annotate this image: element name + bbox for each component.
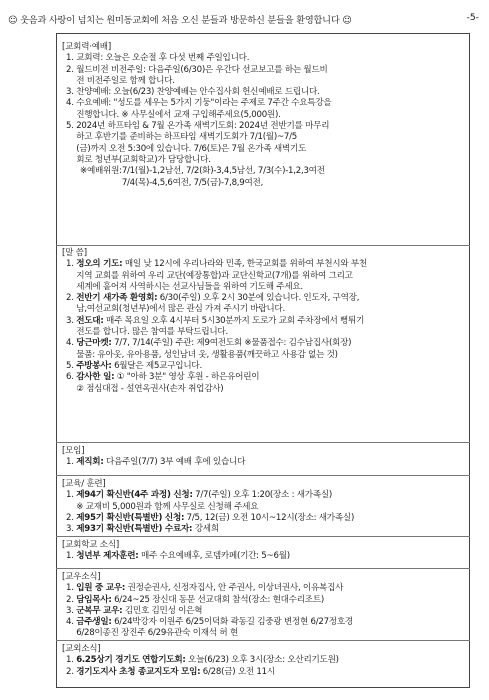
item-number: 3. xyxy=(66,605,77,616)
item-number: 1. xyxy=(66,551,77,562)
section-title: [모임] xyxy=(62,446,85,456)
item-label: 전반기 새가족 환영회: xyxy=(76,293,158,304)
item-body xyxy=(76,667,466,678)
worship-label: ※예배위원: xyxy=(80,166,122,177)
list-item xyxy=(62,617,466,640)
item-text: 7/7, 7/14(주일) 주관: 제9여전도회 ※물품접수: 김수남집사(회장) xyxy=(111,338,352,349)
item-text: 7/7(주일) 오후 1:20(장소 : 새가족실) xyxy=(192,490,333,501)
list-item xyxy=(62,655,466,666)
item-label: 주방봉사: xyxy=(76,360,112,371)
item-body xyxy=(76,372,466,395)
list-item xyxy=(62,372,466,395)
item-number: 5. xyxy=(66,360,77,371)
item-number: 4. xyxy=(66,617,77,628)
item-body xyxy=(76,98,466,121)
item-body xyxy=(76,338,466,361)
welcome-banner: ☺ 웃음과 사랑이 넘치는 원미동교회에 처음 오신 분들과 방문하신 분들을 환영합니다 ☺ xyxy=(8,15,352,26)
item-label: 감사한 일: xyxy=(76,372,115,383)
worship-line: 7/4(목)-4,5,6여전, 7/5(금)-7,8,9여전, xyxy=(121,177,264,188)
list-item xyxy=(62,316,466,339)
item-continuation: 하고 후반기를 준비하는 하프타임 새벽기도회가 7/1(월)~7/5 xyxy=(76,132,297,143)
item-text: 김민호 김민성 이은혁 xyxy=(122,605,203,616)
item-body xyxy=(76,293,466,316)
worship-committee xyxy=(62,166,466,189)
item-number: 2. xyxy=(66,512,77,523)
item-number: 2. xyxy=(66,666,77,677)
item-text: 6/24박강자 이원주 6/25이덕화 곽동길 김중광 변정현 6/27정호경 xyxy=(111,617,353,628)
item-label: 수요예배: xyxy=(76,98,112,109)
list-item xyxy=(62,667,466,678)
list-item xyxy=(62,65,466,88)
item-body xyxy=(76,655,466,666)
item-body xyxy=(76,617,466,640)
item-text: 오늘(6/23) 오후 3시(장소: 오산리기도원) xyxy=(185,655,339,666)
item-body xyxy=(76,53,466,64)
item-text: 6/30(주일) 오후 2시 30분에 있습니다. 인도자, 구역장, xyxy=(157,293,360,304)
divider xyxy=(56,536,470,537)
divider xyxy=(56,640,470,641)
item-body xyxy=(76,490,466,513)
item-number: 3. xyxy=(66,315,77,326)
list-item xyxy=(62,121,466,166)
item-label: 6.25상기 경기도 연합기도회: xyxy=(76,655,186,666)
item-body xyxy=(76,524,466,535)
list-item xyxy=(62,524,466,535)
item-label: 당근마켓: xyxy=(76,338,112,349)
item-label: 담임목사: xyxy=(76,594,112,605)
section-title: [말 씀] xyxy=(62,248,87,258)
item-body xyxy=(76,513,466,524)
item-body xyxy=(76,457,466,468)
item-number: 3. xyxy=(66,524,77,535)
divider xyxy=(56,245,470,246)
item-number: 1. xyxy=(66,490,77,501)
item-continuation: 남,여선교회(청년부)에서 많은 관심 가져 주시기 바랍니다. xyxy=(76,304,285,315)
item-text: 6/24~25 장신대 동문 선교대회 참석(장소: 현대수리조트) xyxy=(111,594,324,605)
item-body xyxy=(76,595,466,606)
item-text: ① "아하 3분" 영상 후원 - 하은유어린이 xyxy=(114,372,260,383)
item-body xyxy=(76,361,466,372)
section-title: [교회력·예배] xyxy=(62,42,111,52)
section-title: [교회학교 소식] xyxy=(62,540,119,550)
item-number: 1. xyxy=(66,53,77,64)
item-label: 제93기 확신반(특별반) 수료자: xyxy=(76,524,193,535)
list-item xyxy=(62,606,466,617)
item-label: 청년부 제자훈련: xyxy=(76,551,139,562)
item-continuation: 진행합니다. ※ 사무실에서 교재 구입해주세요(5,000원). xyxy=(76,109,281,120)
item-label: 제직회: xyxy=(76,457,104,468)
item-label: 금주생일: xyxy=(76,617,112,628)
item-label: 입원 중 교우: xyxy=(76,583,126,594)
item-body xyxy=(76,65,466,88)
item-number: 4. xyxy=(66,338,77,349)
section-education xyxy=(62,479,466,535)
item-continuation: 세계에 흩어져 사역하시는 선교사님들을 위하여 기도해 주세요. xyxy=(76,281,303,292)
list-item xyxy=(62,595,466,606)
item-continuation: 물품: 유아옷, 유아용품, 성인남녀 옷, 생활용품(깨끗하고 사용감 없는 것) xyxy=(76,349,338,360)
item-text: 6월달은 제5교구입니다. xyxy=(111,360,202,371)
item-number: 1. xyxy=(66,259,77,270)
item-label: 경기도지사 초청 종교지도자 모임: xyxy=(76,666,201,677)
item-body xyxy=(76,551,466,562)
section-member-news xyxy=(62,572,466,640)
item-text: 2024년 전반기를 마무리 xyxy=(236,121,330,132)
section-meeting xyxy=(62,446,466,469)
list-item xyxy=(62,361,466,372)
item-continuation: (금)까지 오전 5:30에 있습니다. 7/6(토)은 7월 온가족 새벽기도 xyxy=(76,143,307,154)
list-item xyxy=(62,551,466,562)
item-label: 제94기 확신반(4주 과정) 신청: xyxy=(76,490,193,501)
item-text: 다음주일(7/7) 3부 예배 후에 있습니다 xyxy=(103,457,246,468)
item-continuation: 전 비전주일로 함께 합니다. xyxy=(76,75,175,86)
list-item xyxy=(62,583,466,594)
item-number: 1. xyxy=(66,583,77,594)
item-body xyxy=(76,316,466,339)
divider xyxy=(56,475,470,476)
list-item xyxy=(62,457,466,468)
item-number: 2. xyxy=(66,64,77,75)
item-text: 매주 수요예배후, 로뎀카페(기간: 5~6월) xyxy=(138,551,290,562)
page-header xyxy=(8,12,479,26)
item-text: 다음주일(6/30)은 우간다 선교보고를 하는 월드비 xyxy=(145,64,328,75)
item-continuation: 지역 교회를 위하여 우리 교단(예장통합)과 교단신학교(7개)를 위하여 그리고 xyxy=(76,270,353,281)
item-continuation: ※ 교재비 5,000원과 함께 사무실로 신청해 주세요 xyxy=(76,501,259,512)
item-label: 군복무 교우: xyxy=(76,605,123,616)
item-text: 오늘은 오순절 후 다섯 번째 주일입니다. xyxy=(103,53,250,64)
item-number: 2. xyxy=(66,293,77,304)
item-text: "성도를 세우는 5가지 기둥"이라는 주제로 7주간 수요특강을 xyxy=(111,98,332,109)
item-label: 교회력: xyxy=(76,53,103,64)
item-number: 6. xyxy=(66,372,77,383)
item-body xyxy=(76,259,466,293)
item-number: 1. xyxy=(66,655,77,666)
item-body xyxy=(76,606,466,617)
section-school-news xyxy=(62,540,466,563)
section-church-calendar xyxy=(62,42,466,189)
list-item xyxy=(62,259,466,293)
list-item xyxy=(62,513,466,524)
list-item xyxy=(62,87,466,98)
item-continuation: 회로 청년부(교회학교)가 담당합니다. xyxy=(76,154,211,165)
divider xyxy=(56,442,470,443)
item-number: 3. xyxy=(66,87,77,98)
page-number: -5- xyxy=(466,12,479,23)
item-label: 정오의 기도: xyxy=(76,259,123,270)
item-label: 전도대: xyxy=(76,315,104,326)
divider xyxy=(56,568,470,569)
section-title: [교우소식] xyxy=(62,572,101,582)
section-external-news xyxy=(62,644,466,678)
item-number: 1. xyxy=(66,457,77,468)
item-body xyxy=(76,121,466,166)
list-item xyxy=(62,490,466,513)
section-prayer xyxy=(62,248,466,395)
list-item xyxy=(62,53,466,64)
section-title: [교육/ 훈련] xyxy=(62,479,106,489)
worship-line: 7/1(월)-1,2남선, 7/2(화)-3,4,5남선, 7/3(수)-1,2,3여전 xyxy=(121,166,325,177)
section-title: [교외소식] xyxy=(62,644,101,654)
item-text: 매일 낮 12시에 우리나라와 민족, 한국교회를 위하여 부천시와 부천 xyxy=(122,259,367,270)
item-number: 4. xyxy=(66,98,77,109)
item-text: 7/5, 12(금) 오전 10시~12시(장소: 새가족실) xyxy=(184,512,355,523)
list-item xyxy=(62,338,466,361)
item-continuation: 전도를 합니다. 많은 참여를 부탁드립니다. xyxy=(76,327,228,338)
item-text: 권정순권사, 신정자집사, 안 주권사, 이상녀권사, 이유복집사 xyxy=(125,583,344,594)
item-text: 강세희 xyxy=(192,524,219,535)
worship-schedule xyxy=(122,166,466,189)
item-body xyxy=(76,87,466,98)
list-item xyxy=(62,293,466,316)
list-item xyxy=(62,98,466,121)
item-label: 찬양예배: xyxy=(76,87,112,98)
item-number: 2. xyxy=(66,594,77,605)
item-text: 오늘(6/23) 찬양예배는 안수집사회 헌신예배로 드립니다. xyxy=(111,87,320,98)
item-body xyxy=(76,583,466,594)
item-continuation: ② 점심대접 - 설연옥권사(손자 취업감사) xyxy=(76,383,224,394)
item-continuation: 6/28이종진 장진주 6/29유관숙 이재석 허 현 xyxy=(76,628,238,639)
item-label: 월드비전 비전주일: xyxy=(76,64,146,75)
item-number: 5. xyxy=(66,121,77,132)
item-label: 제95기 확신반(특별반) 신청: xyxy=(76,512,185,523)
item-label: 2024년 하프타임 & 7월 온가족 새벽기도회: xyxy=(76,121,237,132)
item-text: 6/28(금) 오전 11시 xyxy=(200,666,275,677)
item-text: 매주 목요일 오후 4시부터 5시30분까지 도로가 교회 주차장에서 뻥튀기 xyxy=(103,315,365,326)
